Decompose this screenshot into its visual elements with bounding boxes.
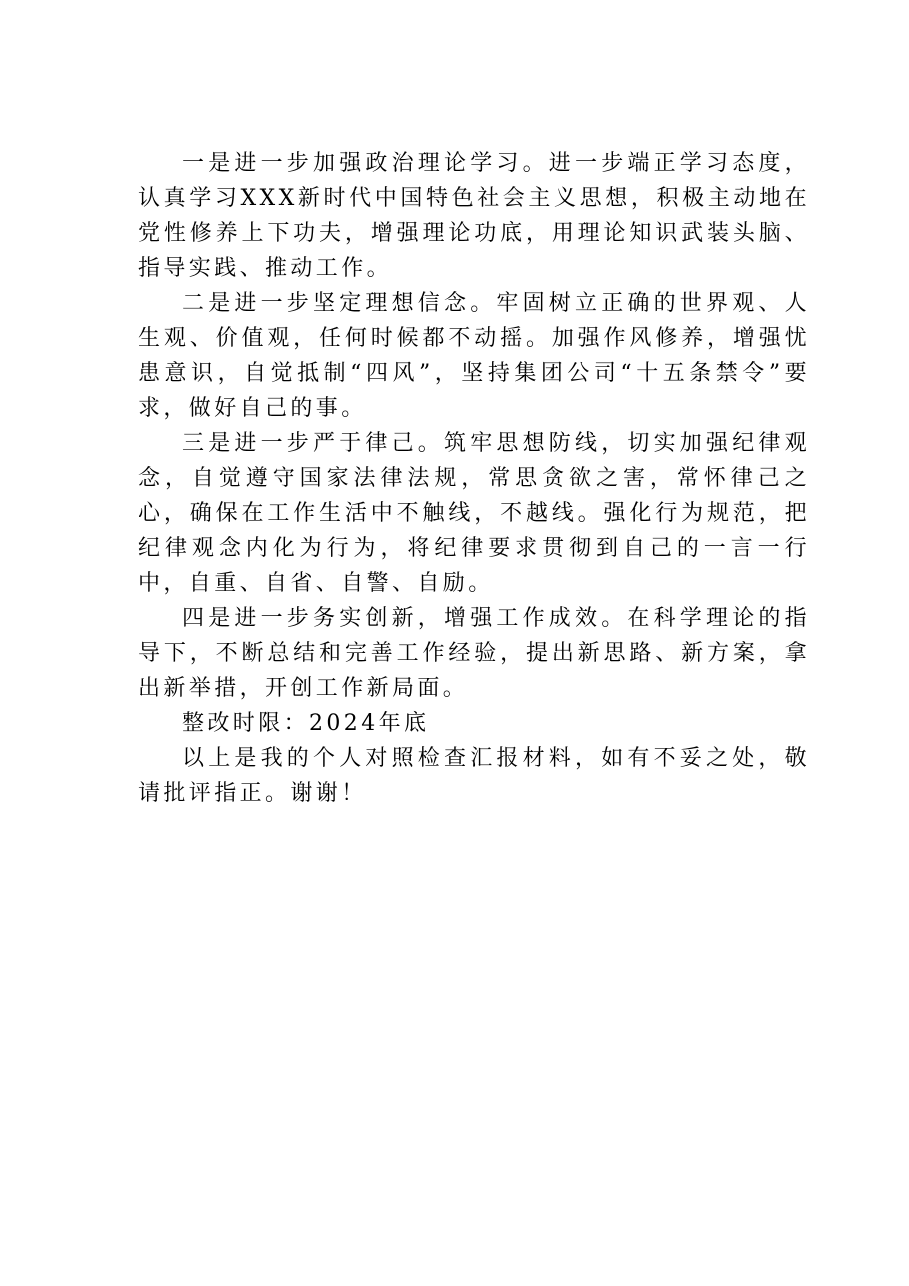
paragraph-self-discipline: 三是进一步严于律己。筑牢思想防线，切实加强纪律观念，自觉遵守国家法律法规，常思贪欲之害，常怀律己之心，确保在工作生活中不触线，不越线。强化行为规范，把纪律观念内化为行为，将纪律要求贯彻到自己的一言一行中，自重、自省、自警、自励。: [138, 431, 810, 596]
paragraph-rectification-deadline: 整改时限：2024年底: [182, 711, 430, 736]
paragraph-closing: 以上是我的个人对照检查汇报材料，如有不妥之处，敬请批评指正。谢谢！: [138, 746, 810, 806]
document-body: [138, 146, 810, 811]
paragraph-ideals-beliefs: 二是进一步坚定理想信念。牢固树立正确的世界观、人生观、价值观，任何时候都不动摇。加强作风修养，增强忧患意识，自觉抵制“四风”，坚持集团公司“十五条禁令”要求，做好自己的事。: [138, 291, 810, 421]
paragraph-innovation: 四是进一步务实创新，增强工作成效。在科学理论的指导下，不断总结和完善工作经验，提出新思路、新方案，拿出新举措，开创工作新局面。: [138, 606, 810, 701]
paragraph-political-study: 一是进一步加强政治理论学习。进一步端正学习态度，认真学习XXX新时代中国特色社会主义思想，积极主动地在党性修养上下功夫，增强理论功底，用理论知识武装头脑、指导实践、推动工作。: [138, 151, 810, 281]
